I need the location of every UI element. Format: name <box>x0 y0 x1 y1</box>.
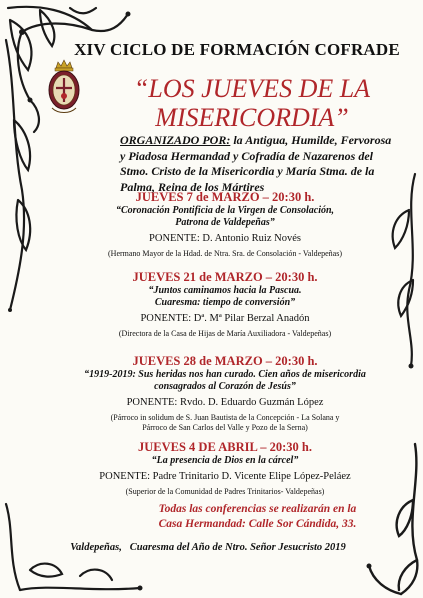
event-speaker-role: (Superior de la Comunidad de Padres Trinitarios- Valdepeñas) <box>125 487 325 496</box>
event-3 <box>65 354 385 433</box>
event-speaker-role-line2: Párroco de San Carlos del Valle y Pozo de la Serna) <box>142 423 308 432</box>
event-speaker: PONENTE: D. Antonio Ruiz Novés <box>149 233 301 244</box>
event-topic-line1: “Coronación Pontificia de la Virgen de Consolación, <box>115 205 335 216</box>
event-4 <box>75 440 375 497</box>
brotherhood-crest-icon <box>44 58 84 116</box>
venue-notice-line1: Todas las conferencias se realizarán en la <box>158 503 357 515</box>
event-speaker-role: (Hermano Mayor de la Hdad. de Ntra. Sra. de Consolación - Valdepeñas) <box>108 249 342 258</box>
cycle-title: XIV CICLO DE FORMACIÓN COFRADE <box>74 40 400 59</box>
venue-notice-line2: Casa Hermandad: Calle Sor Cándida, 33. <box>158 518 357 530</box>
event-speaker-role: (Directora de la Casa de Hijas de María Auxiliadora - Valdepeñas) <box>118 329 332 338</box>
organizer-block <box>120 133 395 195</box>
cycle-subtitle-line2: MISERICORDIA” <box>155 103 349 132</box>
event-topic-line1: “La presencia de Dios en la cárcel” <box>151 455 299 466</box>
event-speaker: PONENTE: Dª. Mª Pilar Berzal Anadón <box>140 313 310 324</box>
event-date: JUEVES 4 DE ABRIL – 20:30 h. <box>138 440 312 454</box>
event-topic-line2: consagrados al Corazón de Jesús” <box>154 381 296 392</box>
event-date: JUEVES 7 de MARZO – 20:30 h. <box>135 190 315 204</box>
event-speaker: PONENTE: Padre Trinitario D. Vicente Elipe López-Peláez <box>99 471 351 482</box>
organizer-lead: ORGANIZADO POR: <box>120 133 231 147</box>
organizer-text: la Antigua, Humilde, Fervorosa y Piadosa Hermandad y Cofradía de Nazarenos del Stmo. Cristo de la Misericordia y María Stma. de la Palma, Reina de los Mártires <box>120 133 392 194</box>
event-topic-line2: Patrona de Valdepeñas” <box>175 217 275 228</box>
event-speaker-role-line1: (Párroco in solidum de S. Juan Bautista de la Concepción - La Solana y <box>110 413 340 422</box>
event-date: JUEVES 28 de MARZO – 20:30 h. <box>132 354 318 368</box>
event-topic-line1: “Juntos caminamos hacia la Pascua. <box>148 285 302 296</box>
event-topic-line2: Cuaresma: tiempo de conversión” <box>154 297 296 308</box>
event-topic-line1: “1919-2019: Sus heridas nos han curado. Cien años de misericordia <box>84 369 366 380</box>
event-date: JUEVES 21 de MARZO – 20:30 h. <box>132 270 318 284</box>
event-2 <box>75 270 375 339</box>
event-speaker: PONENTE: Rvdo. D. Eduardo Guzmán López <box>126 397 324 408</box>
footer-dateline: Valdepeñas, Cuaresma del Año de Ntro. Señor Jesucristo 2019 <box>70 542 346 553</box>
cycle-subtitle-line1: “LOS JUEVES DE LA <box>133 74 371 103</box>
venue-notice <box>120 502 395 532</box>
event-1 <box>75 190 375 259</box>
cycle-subtitle <box>92 74 412 132</box>
